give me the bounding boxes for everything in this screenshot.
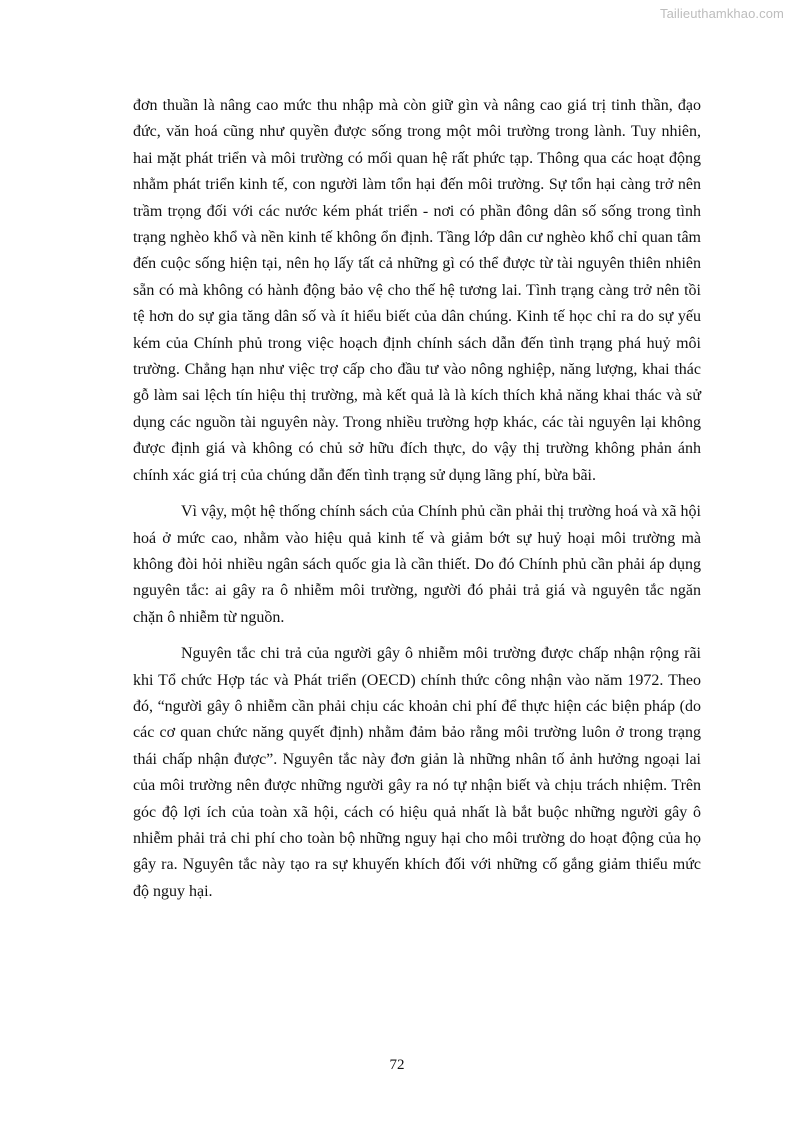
watermark: Tailieuthamkhao.com xyxy=(659,6,784,21)
paragraph: Vì vậy, một hệ thống chính sách của Chính phủ cần phải thị trường hoá và xã hội hoá ở mức cao, nhằm vào hiệu quả kinh tế và giảm bớt sự huỷ hoại môi trường mà không đòi hỏi nhiều ngân sách quốc gia là cần thiết. Do đó Chính phủ cần phải áp dụng nguyên tắc: ai gây ra ô nhiễm môi trường, người đó phải trả giá và nguyên tắc ngăn chặn ô nhiễm từ nguồn. xyxy=(133,503,701,626)
page-number: 72 xyxy=(389,1057,405,1073)
paragraph: Nguyên tắc chi trả của người gây ô nhiễm môi trường được chấp nhận rộng rãi khi Tổ chức Hợp tác và Phát triển (OECD) chính thức công nhận vào năm 1972. Theo đó, “người gây ô nhiễm cần phải chịu các khoản chi phí để thực hiện các biện pháp (do các cơ quan chức năng quyết định) nhằm đảm bảo rằng môi trường luôn ở trong trạng thái chấp nhận được”. Nguyên tắc này đơn giản là những nhân tố ảnh hưởng ngoại lai của môi trường nên được những người gây ra nó tự nhận biết và chịu trách nhiệm. Trên góc độ lợi ích của toàn xã hội, cách có hiệu quả nhất là bắt buộc những người gây ô nhiễm phải trả chi phí cho toàn bộ những nguy hại cho môi trường do hoạt động của họ gây ra. Nguyên tắc này tạo ra sự khuyến khích đối với những cố gắng giảm thiểu mức độ nguy hại. xyxy=(133,645,701,900)
paragraph: đơn thuần là nâng cao mức thu nhập mà còn giữ gìn và nâng cao giá trị tinh thần, đạo đức, văn hoá cũng như quyền được sống trong một môi trường trong lành. Tuy nhiên, hai mặt phát triển và môi trường có mối quan hệ rất phức tạp. Thông qua các hoạt động nhằm phát triển kinh tế, con người làm tổn hại đến môi trường. Sự tổn hại càng trở nên trầm trọng đối với các nước kém phát triển - nơi có phần đông dân số sống trong tình trạng nghèo khổ và nền kinh tế không ổn định. Tầng lớp dân cư nghèo khổ chỉ quan tâm đến cuộc sống hiện tại, nên họ lấy tất cả những gì có thể được từ tài nguyên thiên nhiên sẵn có mà không có hành động bảo vệ cho thế hệ tương lai. Tình trạng càng trở nên tồi tệ hơn do sự gia tăng dân số và ít hiểu biết của dân chúng. Kinh tế học chỉ ra do sự yếu kém của Chính phủ trong việc hoạch định chính sách dẫn đến tình trạng phá huỷ môi trường. Chẳng hạn như việc trợ cấp cho đầu tư vào nông nghiệp, năng lượng, khai thác gỗ làm sai lệch tín hiệu thị trường, mà kết quả là là kích thích khả năng khai thác và sử dụng các nguồn tài nguyên này. Trong nhiều trường hợp khác, các tài nguyên lại không được định giá và không có chủ sở hữu đích thực, do vậy thị trường không phản ánh chính xác giá trị của chúng dẫn đến tình trạng sử dụng lãng phí, bừa bãi. xyxy=(133,97,701,484)
body-text xyxy=(133,93,701,905)
